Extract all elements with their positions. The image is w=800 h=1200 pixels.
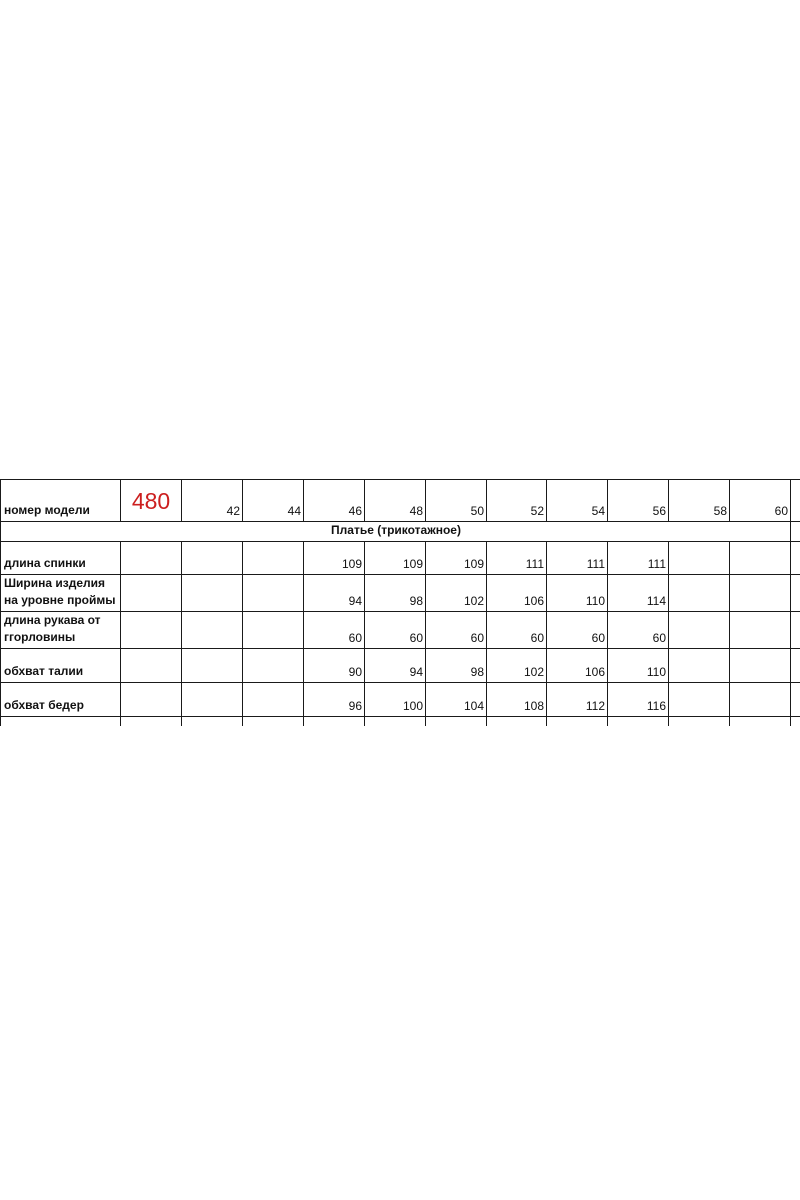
empty-cell (608, 717, 669, 726)
value-cell (730, 612, 791, 649)
empty-cell (547, 717, 608, 726)
table-row (1, 683, 800, 717)
empty-cell (791, 649, 800, 683)
value-cell: 104 (426, 683, 487, 717)
value-cell (669, 612, 730, 649)
value-cell: 96 (304, 683, 365, 717)
section-row (1, 522, 800, 542)
row-label: Ширина изделия на уровне проймы (1, 575, 121, 612)
empty-cell (669, 717, 730, 726)
value-cell (669, 575, 730, 612)
value-cell (730, 575, 791, 612)
value-cell: 98 (365, 575, 426, 612)
value-cell (182, 649, 243, 683)
empty-cell (121, 649, 182, 683)
empty-cell (304, 717, 365, 726)
value-cell (669, 542, 730, 575)
value-cell (182, 612, 243, 649)
value-cell (182, 575, 243, 612)
value-cell: 94 (365, 649, 426, 683)
value-cell (669, 683, 730, 717)
value-cell: 60 (608, 612, 669, 649)
value-cell: 112 (547, 683, 608, 717)
size-chart-table (0, 479, 800, 726)
model-number: 480 (121, 480, 182, 522)
value-cell: 106 (487, 575, 547, 612)
value-cell: 106 (547, 649, 608, 683)
value-cell (182, 683, 243, 717)
value-cell: 90 (304, 649, 365, 683)
empty-cell (791, 575, 800, 612)
model-label: номер модели (1, 480, 121, 522)
table-row-partial (1, 717, 800, 726)
size-header: 52 (487, 480, 547, 522)
empty-cell (730, 717, 791, 726)
size-header: 44 (243, 480, 304, 522)
value-cell (243, 575, 304, 612)
size-header: 48 (365, 480, 426, 522)
size-header: 54 (547, 480, 608, 522)
size-header: 58 (669, 480, 730, 522)
value-cell: 60 (365, 612, 426, 649)
empty-cell (791, 522, 800, 542)
empty-cell (121, 717, 182, 726)
empty-cell (121, 612, 182, 649)
value-cell: 98 (426, 649, 487, 683)
empty-cell (1, 717, 121, 726)
value-cell: 60 (304, 612, 365, 649)
row-label: обхват бедер (1, 683, 121, 717)
value-cell: 109 (426, 542, 487, 575)
value-cell: 116 (608, 683, 669, 717)
empty-cell (121, 542, 182, 575)
empty-cell (121, 575, 182, 612)
value-cell (669, 649, 730, 683)
value-cell: 111 (608, 542, 669, 575)
value-cell: 60 (426, 612, 487, 649)
value-cell (730, 649, 791, 683)
empty-cell (426, 717, 487, 726)
value-cell (243, 612, 304, 649)
row-label: обхват талии (1, 649, 121, 683)
empty-cell (791, 542, 800, 575)
value-cell: 114 (608, 575, 669, 612)
value-cell (243, 683, 304, 717)
section-title: Платье (трикотажное) (1, 522, 791, 542)
value-cell: 110 (547, 575, 608, 612)
value-cell (730, 542, 791, 575)
value-cell: 108 (487, 683, 547, 717)
value-cell (730, 683, 791, 717)
value-cell: 102 (487, 649, 547, 683)
value-cell: 60 (547, 612, 608, 649)
value-cell: 100 (365, 683, 426, 717)
empty-cell (791, 480, 800, 522)
value-cell: 110 (608, 649, 669, 683)
row-label: длина спинки (1, 542, 121, 575)
value-cell: 109 (365, 542, 426, 575)
empty-cell (791, 717, 800, 726)
header-row (1, 480, 800, 522)
empty-cell (791, 683, 800, 717)
empty-cell (243, 717, 304, 726)
empty-cell (365, 717, 426, 726)
row-label: длина рукава от ггорловины (1, 612, 121, 649)
value-cell: 94 (304, 575, 365, 612)
empty-cell (487, 717, 547, 726)
empty-cell (121, 683, 182, 717)
table-row (1, 542, 800, 575)
size-header: 42 (182, 480, 243, 522)
size-header: 46 (304, 480, 365, 522)
empty-cell (182, 717, 243, 726)
size-header: 50 (426, 480, 487, 522)
table-row (1, 649, 800, 683)
value-cell: 102 (426, 575, 487, 612)
table-row (1, 575, 800, 612)
value-cell (182, 542, 243, 575)
size-header: 56 (608, 480, 669, 522)
value-cell (243, 649, 304, 683)
value-cell: 111 (547, 542, 608, 575)
table-row (1, 612, 800, 649)
value-cell: 60 (487, 612, 547, 649)
value-cell: 111 (487, 542, 547, 575)
value-cell: 109 (304, 542, 365, 575)
size-header: 60 (730, 480, 791, 522)
empty-cell (791, 612, 800, 649)
value-cell (243, 542, 304, 575)
